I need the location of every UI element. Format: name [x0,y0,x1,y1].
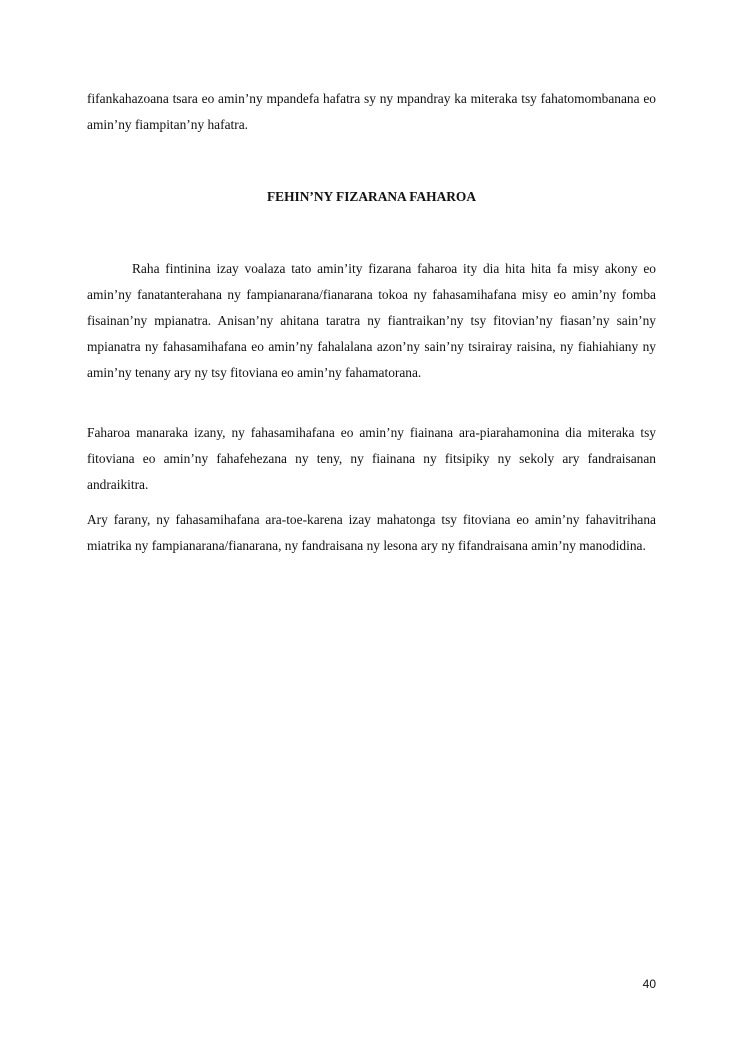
body-paragraph-3: Ary farany, ny fahasamihafana ara-toe-karena izay mahatonga tsy fitoviana eo amin’ny fahavitrihana miatrika ny fampianarana/fianarana, ny fandraisana ny lesona ary ny fifandraisana amin’ny manodidina. [87,512,656,553]
page-number: 40 [642,977,656,991]
continuation-paragraph: fifankahazoana tsara eo amin’ny mpandefa hafatra sy ny mpandray ka miteraka tsy fahatomombanana eo amin’ny fiampitan’ny hafatra. [87,91,656,132]
body-paragraph-1: Raha fintinina izay voalaza tato amin’ity fizarana faharoa ity dia hita hita fa misy akony eo amin’ny fanatanterahana ny fampianarana/fianarana tokoa ny fahasamihafana misy eo amin’ny fomba fisainan’ny mpianatra. Anisan’ny ahitana taratra ny fiantraikan’ny tsy fitovian’ny fiasan’ny sain’ny mpianatra ny fahasamihafana eo amin’ny fahalalana azon’ny sain’ny tsirairay raisina, ny fiahiahiany ny amin’ny tenany ary ny tsy fitoviana eo amin’ny fahamatorana. [87,261,656,380]
body-paragraph-2: Faharoa manaraka izany, ny fahasamihafana eo amin’ny fiainana ara-piarahamonina dia miteraka tsy fitoviana eo amin’ny fahafehezana ny teny, ny fiainana ny fitsipiky ny sekoly ary fandraisanan andraikitra. [87,425,656,492]
section-heading: FEHIN’NY FIZARANA FAHAROA [266,189,477,204]
